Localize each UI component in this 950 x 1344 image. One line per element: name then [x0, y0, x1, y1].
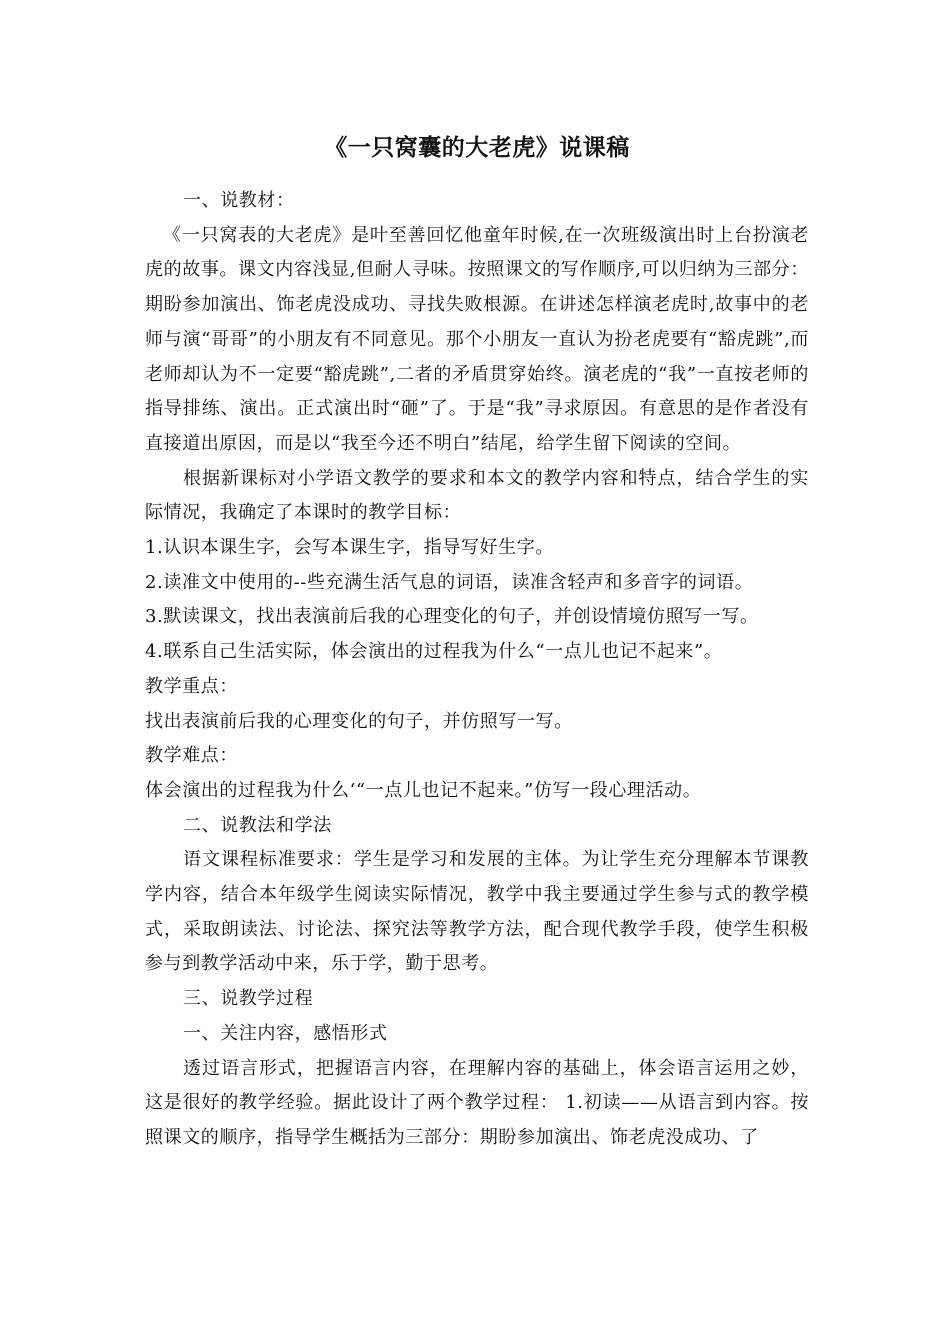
section-heading-textbook: 一、说教材： [183, 190, 295, 211]
goal-item-2: 2.读准文中使用的--些充满生活气息的词语，读准含轻声和多音字的词语。 [145, 571, 754, 593]
key-point-text: 找出表演前后我的心理变化的句子，并仿照写一写。 [145, 710, 573, 732]
section-heading-methods: 二、说教法和学法 [183, 814, 332, 836]
difficulty-text: 体会演出的过程我为什么‘“一点儿也记不起来。”仿写一段心理活动。 [145, 779, 702, 801]
document-page [145, 128, 809, 1156]
key-point-heading: 教学重点： [145, 675, 238, 697]
goal-item-3: 3.默读课文，找出表演前后我的心理变化的句子，并创设情境仿照写一写。 [145, 606, 759, 628]
subsection-heading-content-form: 一、关注内容，感悟形式 [183, 1022, 388, 1044]
paragraph-textbook-summary: 《一只窝表的大老虎》是叶至善回忆他童年时候,在一次班级演出时上台扮演老虎的故事。课文内容浅显,但耐人寻味。按照课文的写作顺序,可以归纳为三部分：期盼参加演出、饰老虎没成功、寻找失败根源。在讲述怎样演老虎时,故事中的老师与演“哥哥”的小朋友有不同意见。那个小朋友一直认为扮老虎要有“豁虎跳”,而老师却认为不一定要“豁虎跳”,二者的矛盾贯穿始终。演老虎的“我”一直按老师的指导排练、演出。正式演出时“砸”了。于是“我”寻求原因。有意思的是作者没有直接道出原因，而是以“我至今还不明白”结尾，给学生留下阅读的空间。 [145, 224, 809, 454]
goal-item-1: 1.认识本课生字，会写本课生字，指导写好生字。 [145, 537, 554, 559]
document-title: 《一只窝囊的大老虎》说课稿 [324, 135, 630, 161]
goal-item-4: 4.联系自己生活实际，体会演出的过程我为什么“一点儿也记不起来”。 [145, 641, 723, 663]
section-heading-process: 三、说教学过程 [183, 988, 314, 1010]
paragraph-teaching-goals-intro: 根据新课标对小学语文教学的要求和本文的教学内容和特点，结合学生的实际情况，我确定了本课时的教学目标： [145, 467, 809, 524]
paragraph-process: 透过语言形式，把握语言内容，在理解内容的基础上，体会语言运用之妙，这是很好的教学经验。据此设计了两个教学过程： 1.初读——从语言到内容。按照课文的顺序，指导学生概括为三部分：期盼参加演出、饰老虎没成功、了 [145, 1057, 809, 1148]
paragraph-methods: 语文课程标准要求：学生是学习和发展的主体。为让学生充分理解本节课教学内容，结合本年级学生阅读实际情况，教学中我主要通过学生参与式的教学模式，采取朗读法、讨论法、探究法等教学方法，配合现代教学手段，使学生积极参与到教学活动中来，乐于学，勤于思考。 [145, 849, 809, 975]
difficulty-heading: 教学难点： [145, 745, 238, 767]
